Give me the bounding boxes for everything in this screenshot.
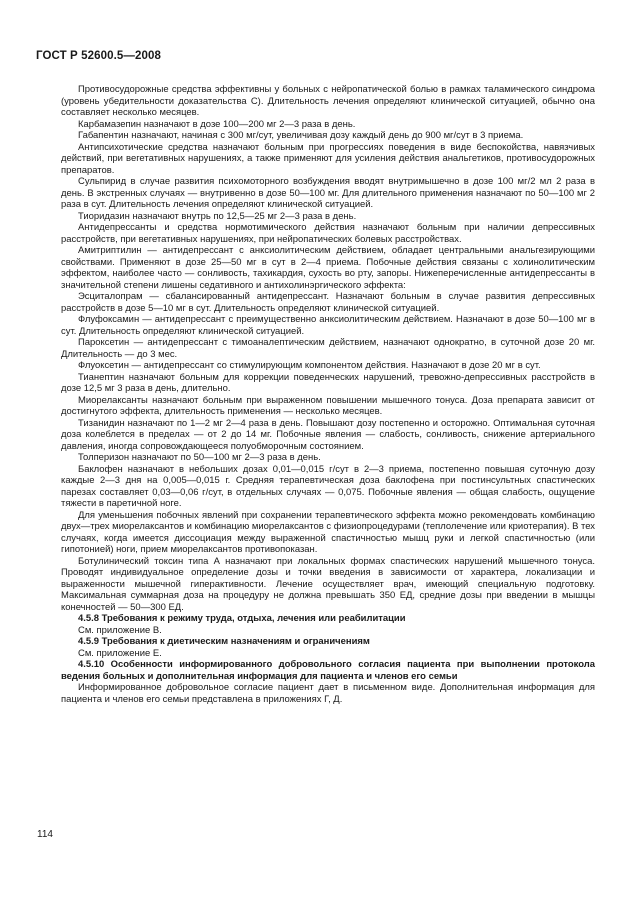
body-paragraph: Баклофен назначают в небольших дозах 0,01—0,015 г/сут в 2—3 приема, постепенно повышая суточную дозу каждые 2—3 дня на 0,005—0,015 г. Средняя терапевтическая доза баклофена при постинсультных спастических парезах составляет 0,03—0,06 г/сут, в отдельных случаях — 0,075. Побочные явления — общая слабость, ощущение тяжести в паретичной ноге. <box>61 463 595 509</box>
body-paragraph: Тиоридазин назначают внутрь по 12,5—25 мг 2—3 раза в день. <box>78 210 357 222</box>
body-paragraph: Пароксетин — антидепрессант с тимоаналептическим действием, назначают однократно, в суточной дозе 20 мг. Длительность — до 3 мес. <box>61 337 595 360</box>
body-paragraph: См. приложение В. <box>78 624 162 636</box>
document-header: ГОСТ Р 52600.5—2008 <box>36 50 161 62</box>
body-paragraph: Амитриптилин — антидепрессант с анксиолитическим действием, обладает центральными анальгезирующими свойствами. Применяют в дозе 25—50 мг в сут в 2—4 приема. Побочные действия связаны с холинолитическим эффектом, наиболее часто — сонливость, тахикардия, сухость во рту, запоры. Нижеперечисленные антидепрессанты в значительной степени лишены седативного и антихолинэргического эффекта: <box>61 245 595 291</box>
section-heading: 4.5.9 Требования к диетическим назначениям и ограничениям <box>78 636 370 647</box>
body-paragraph: Толперизон назначают по 50—100 мг 2—3 раза в день. <box>78 452 321 463</box>
section-heading: 4.5.8 Требования к режиму труда, отдыха, лечения или реабилитации <box>78 613 406 624</box>
body-paragraph: Антипсихотические средства назначают больным при прогрессиях поведения в виде беспокойства, навязчивых действий, при вегетативных нарушениях, а также применяют для усиления действия анальгетиков, противосудорожных препаратов. <box>61 141 595 176</box>
page-number: 114 <box>37 829 53 840</box>
body-paragraph: Сульпирид в случае развития психомоторного возбуждения вводят внутримышечно в дозе 100 мг/2 мл 2 раза в день. В экстренных случаях — внутривенно в дозе 50—100 мг. Для длительного применения назначают по 50—100 мг 2 раза в сут. Длительность лечения определяют клинической ситуацией. <box>61 176 595 210</box>
body-paragraph: Противосудорожные средства эффективны у больных с нейропатической болью в рамках таламического синдрома (уровень убедительности доказательства С). Длительность лечения определяют клинической ситуацией, обычно она составляет несколько месяцев. <box>61 84 595 118</box>
document-body <box>61 84 595 705</box>
body-paragraph: Миорелаксанты назначают больным при выраженном повышении мышечного тонуса. Доза препарата зависит от достигнутого эффекта, длительность применения — несколько месяцев. <box>61 394 595 417</box>
body-paragraph: Антидепрессанты и средства нормотимического действия назначают больным при наличии депрессивных расстройств, при вегетативных нарушениях, при нейропатических болевых расстройствах. <box>61 222 595 245</box>
body-paragraph: Тизанидин назначают по 1—2 мг 2—4 раза в день. Повышают дозу постепенно и осторожно. Оптимальная суточная доза колеблется в пределах — от 2 до 14 мг. Побочные явления — слабость, сонливость, снижение артериального давления, иногда сопровождающееся полуобморочным состоянием. <box>61 417 595 452</box>
body-paragraph: Эсциталопрам — сбалансированный антидепрессант. Назначают больным в случае развития депрессивных расстройств в дозе 5—10 мг в сут. Длительность определяют клинической ситуацией. <box>61 291 595 314</box>
body-paragraph: Флуфоксамин — антидепрессант с преимущественно анксиолитическим действием. Назначают в дозе 50—100 мг в сут. Длительность определяют клинической ситуацией. <box>61 314 595 337</box>
body-paragraph: Тианептин назначают больным для коррекции поведенческих нарушений, тревожно-депрессивных расстройств в дозе 12,5 мг 3 раза в день, длительно. <box>61 371 595 394</box>
body-paragraph: См. приложение Е. <box>78 647 162 659</box>
body-paragraph: Для уменьшения побочных явлений при сохранении терапевтического эффекта можно рекомендовать комбинацию двух—трех миорелаксантов и комбинацию миорелаксантов с физиопроцедурами (теплолечение или криотерапия). В тех случаях, когда имеется диссоциация между выраженной спастичностью мышц руки и легкой спастичностью (или гипотонией) ноги, прием миорелаксантов противопоказан. <box>61 509 595 555</box>
body-paragraph: Информированное добровольное согласие пациент дает в письменном виде. Дополнительная информация для пациента и членов его семьи представлена в приложениях Г, Д. <box>61 682 595 705</box>
section-heading: 4.5.10 Особенности информированного добровольного согласия пациента при выполнении протокола ведения больных и дополнительная информация для пациента и членов его семьи <box>61 659 595 682</box>
body-paragraph: Карбамазепин назначают в дозе 100—200 мг 2—3 раза в день. <box>78 118 356 130</box>
body-paragraph: Ботулинический токсин типа А назначают при локальных формах спастических нарушений мышечного тонуса. Проводят индивидуальное определение дозы и точки введения в зависимости от характера, локализации и выраженности мышечной гиперактивности. Лечение осуществляет врач, имеющий специальную подготовку. Максимальная суммарная доза на процедуру не должна превышать 350 ЕД, средние дозы при введении в мышцы конечностей — 50—300 ЕД. <box>61 555 595 613</box>
body-paragraph: Габапентин назначают, начиная с 300 мг/сут, увеличивая дозу каждый день до 900 мг/сут в 3 приема. <box>78 130 524 141</box>
body-paragraph: Флуоксетин — антидепрессант со стимулирующим компонентом действия. Назначают в дозе 20 мг в сут. <box>78 360 541 371</box>
